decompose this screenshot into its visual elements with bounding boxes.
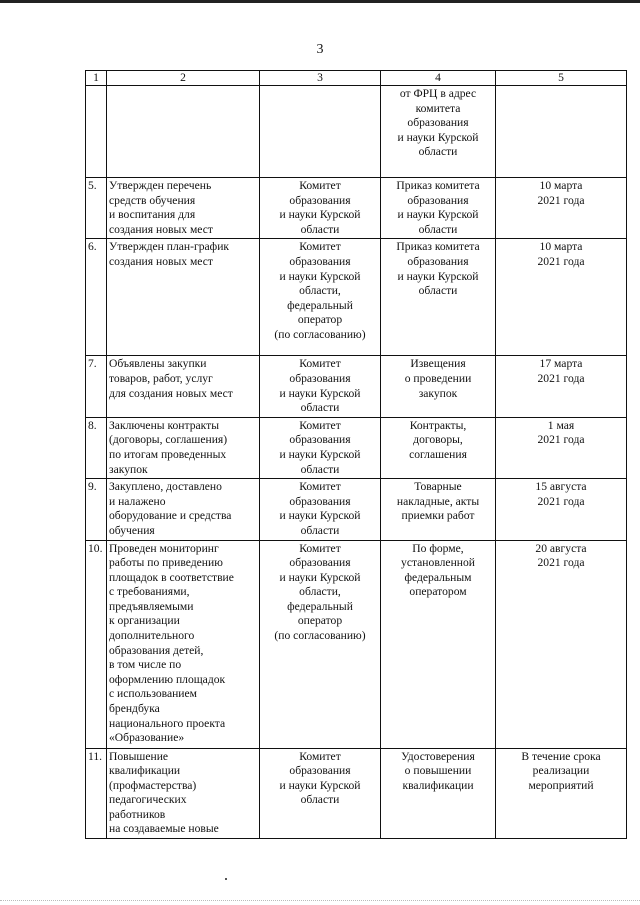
deadline-cell: 17 марта 2021 года [496, 356, 627, 417]
table-row [86, 748, 627, 839]
document-cell: Приказ комитета образования и науки Курской области [381, 239, 496, 356]
row-number: 9. [86, 479, 107, 540]
document-cell: от ФРЦ в адрес комитета образования и науки Курской области [381, 86, 496, 178]
row-number: 7. [86, 356, 107, 417]
row-number [86, 86, 107, 178]
header-cell: 5 [496, 71, 627, 86]
table-row [86, 356, 627, 417]
row-number: 8. [86, 417, 107, 478]
row-number: 5. [86, 178, 107, 239]
page-number: 3 [316, 42, 324, 57]
event-cell: Проведен мониторинг работы по приведению площадок в соответствие с требованиями, предъявляемыми к организации дополнительного образования детей, в том числе по оформлению площадок с использованием брендбука национального проекта «Образование» [107, 540, 260, 748]
document-cell: Удостоверения о повышении квалификации [381, 748, 496, 839]
responsible-cell [260, 86, 381, 178]
event-cell: Утвержден план-график создания новых мест [107, 239, 260, 356]
row-number: 6. [86, 239, 107, 356]
document-cell: Извещения о проведении закупок [381, 356, 496, 417]
row-number: 11. [86, 748, 107, 839]
deadline-cell [496, 86, 627, 178]
document-cell: Приказ комитета образования и науки Курской области [381, 178, 496, 239]
deadline-cell: 1 мая 2021 года [496, 417, 627, 478]
table-row [86, 178, 627, 239]
responsible-cell: Комитет образования и науки Курской области [260, 417, 381, 478]
table-row [86, 479, 627, 540]
table-row [86, 86, 627, 178]
table-row [86, 239, 627, 356]
responsible-cell: Комитет образования и науки Курской области [260, 178, 381, 239]
event-cell [107, 86, 260, 178]
header-cell: 2 [107, 71, 260, 86]
top-border-line [0, 0, 640, 3]
row-number: 10. [86, 540, 107, 748]
responsible-cell: Комитет образования и науки Курской области [260, 748, 381, 839]
bottom-scan-line [0, 894, 640, 901]
header-cell: 3 [260, 71, 381, 86]
responsible-cell: Комитет образования и науки Курской области [260, 479, 381, 540]
table-header-row [86, 71, 627, 86]
event-cell: Утвержден перечень средств обучения и воспитания для создания новых мест [107, 178, 260, 239]
deadline-cell: 10 марта 2021 года [496, 178, 627, 239]
deadline-cell: 20 августа 2021 года [496, 540, 627, 748]
header-cell: 1 [86, 71, 107, 86]
event-cell: Заключены контракты (договоры, соглашения) по итогам проведенных закупок [107, 417, 260, 478]
schedule-table [85, 70, 627, 839]
table-row [86, 417, 627, 478]
responsible-cell: Комитет образования и науки Курской области [260, 356, 381, 417]
deadline-cell: 10 марта 2021 года [496, 239, 627, 356]
event-cell: Объявлены закупки товаров, работ, услуг для создания новых мест [107, 356, 260, 417]
scan-speck [225, 878, 227, 880]
document-cell: Контракты, договоры, соглашения [381, 417, 496, 478]
event-cell: Закуплено, доставлено и налажено оборудование и средства обучения [107, 479, 260, 540]
deadline-cell: В течение срока реализации мероприятий [496, 748, 627, 839]
header-cell: 4 [381, 71, 496, 86]
document-cell: Товарные накладные, акты приемки работ [381, 479, 496, 540]
table-row [86, 540, 627, 748]
event-cell: Повышение квалификации (профмастерства) педагогических работников на создаваемые новые [107, 748, 260, 839]
responsible-cell: Комитет образования и науки Курской области, федеральный оператор (по согласованию) [260, 239, 381, 356]
responsible-cell: Комитет образования и науки Курской области, федеральный оператор (по согласованию) [260, 540, 381, 748]
deadline-cell: 15 августа 2021 года [496, 479, 627, 540]
document-cell: По форме, установленной федеральным оператором [381, 540, 496, 748]
